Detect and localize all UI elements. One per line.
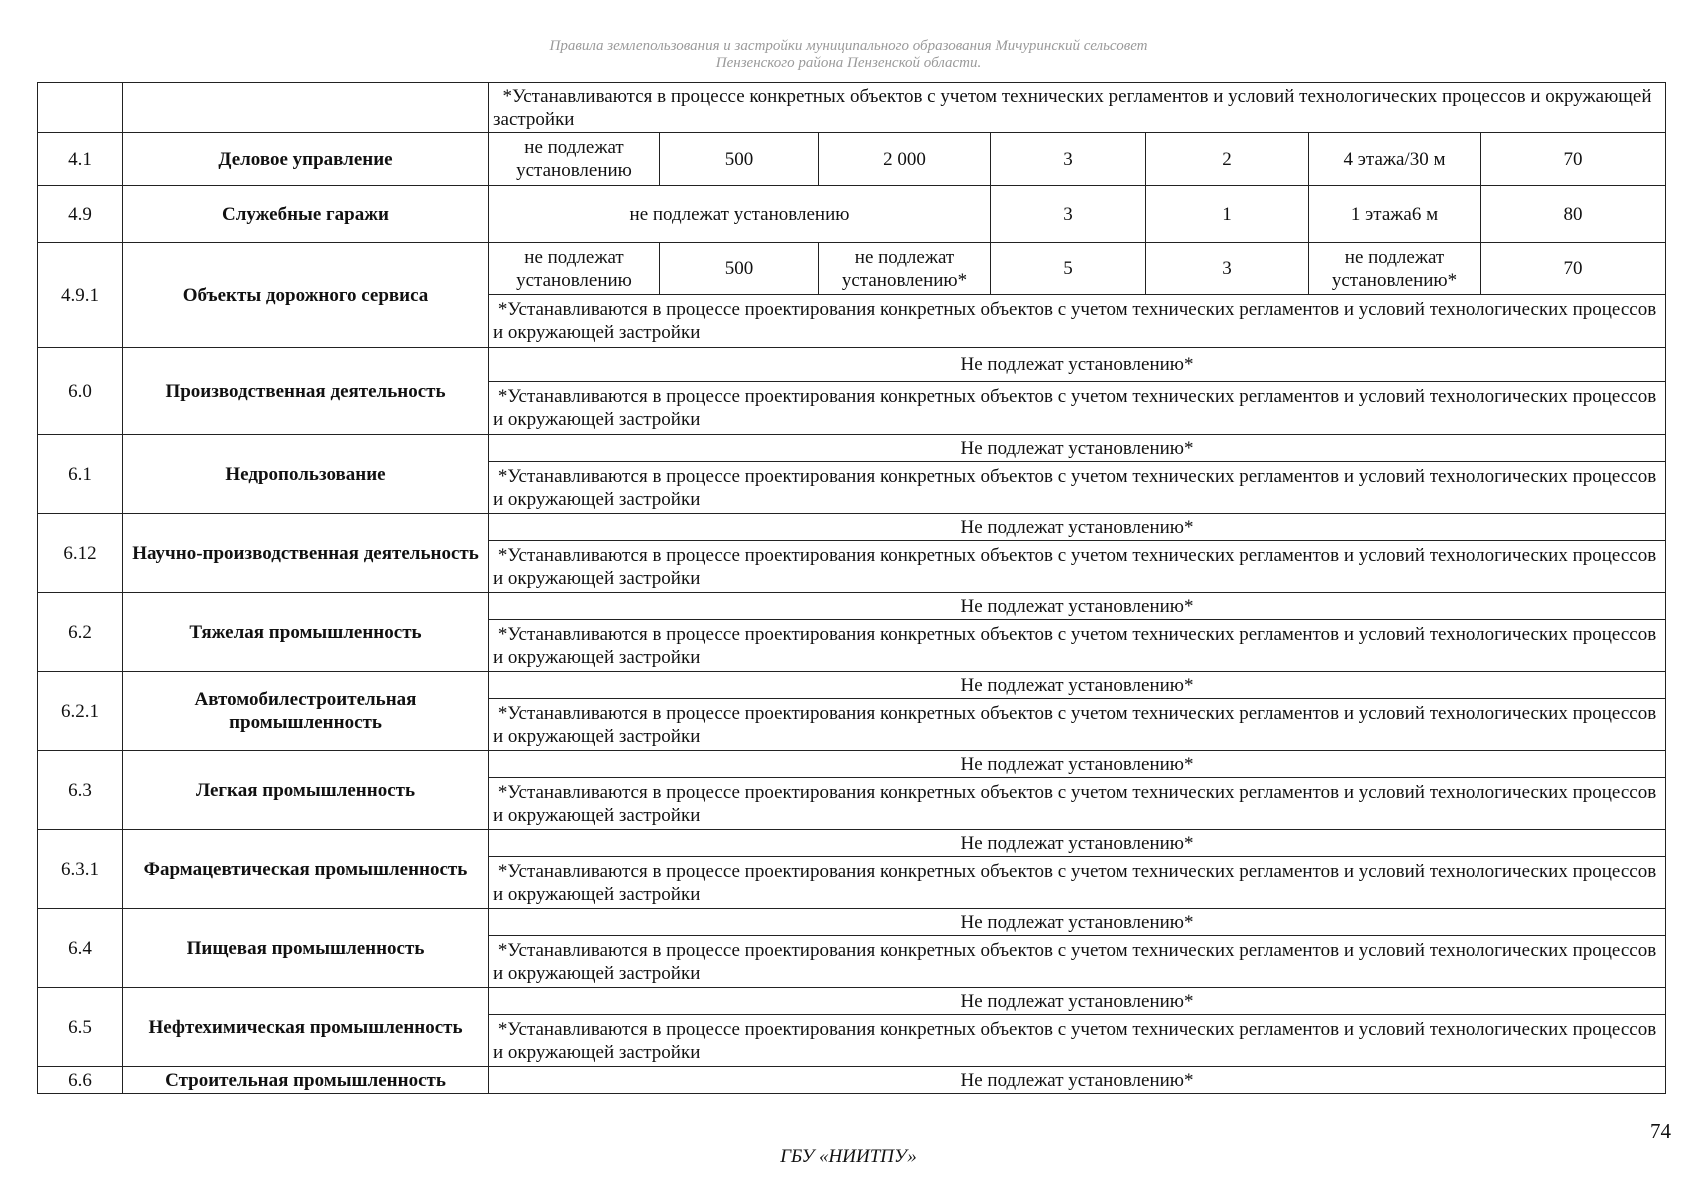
value-cell: 2 (1146, 133, 1309, 186)
value-cell: 5 (991, 243, 1146, 295)
header-line-2: Пензенского района Пензенской области. (715, 55, 982, 71)
land-use-parameters-table (37, 82, 1666, 1094)
value-cell: не подлежат установлению (489, 133, 660, 186)
not-subject-cell: Не подлежат установлению* (489, 672, 1666, 699)
running-header (0, 38, 1697, 72)
table-row (38, 348, 1666, 382)
not-subject-cell: Не подлежат установлению* (489, 988, 1666, 1015)
page-number: 74 (1650, 1119, 1671, 1143)
table-row (38, 909, 1666, 936)
not-subject-cell: Не подлежат установлению* (489, 435, 1666, 462)
not-subject-cell: Не подлежат установлению* (489, 1067, 1666, 1094)
not-subject-cell: Не подлежат установлению* (489, 593, 1666, 620)
note-cell: *Устанавливаются в процессе проектирования конкретных объектов с учетом технических регламентов и условий технологических процессов и окружающей застройки (489, 382, 1666, 435)
code-cell: 4.9.1 (38, 243, 123, 348)
value-cell: 2 000 (819, 133, 991, 186)
name-cell: Производственная деятельность (123, 348, 489, 435)
note-cell: *Устанавливаются в процессе проектирования конкретных объектов с учетом технических регламентов и условий технологических процессов и окружающей застройки (489, 541, 1666, 593)
name-cell: Служебные гаражи (123, 186, 489, 243)
value-cell: не подлежат установлению (489, 243, 660, 295)
table-row (38, 186, 1666, 243)
table-row (38, 988, 1666, 1015)
table-row (38, 514, 1666, 541)
name-cell: Строительная промышленность (123, 1067, 489, 1094)
table-row (38, 672, 1666, 699)
name-cell (123, 83, 489, 133)
name-cell: Нефтехимическая промышленность (123, 988, 489, 1067)
name-cell: Тяжелая промышленность (123, 593, 489, 672)
table-row (38, 435, 1666, 462)
not-subject-cell: Не подлежат установлению* (489, 348, 1666, 382)
code-cell: 6.5 (38, 988, 123, 1067)
value-cell: 4 этажа/30 м (1309, 133, 1481, 186)
name-cell: Объекты дорожного сервиса (123, 243, 489, 348)
value-cell: не подлежат установлению* (819, 243, 991, 295)
code-cell: 6.0 (38, 348, 123, 435)
code-cell: 6.6 (38, 1067, 123, 1094)
note-cell: *Устанавливаются в процессе проектирования конкретных объектов с учетом технических регламентов и условий технологических процессов и окружающей застройки (489, 699, 1666, 751)
name-cell: Легкая промышленность (123, 751, 489, 830)
note-cell: *Устанавливаются в процессе проектирования конкретных объектов с учетом технических регламентов и условий технологических процессов и окружающей застройки (489, 857, 1666, 909)
code-cell: 6.2.1 (38, 672, 123, 751)
value-cell: 80 (1481, 186, 1666, 243)
code-cell: 4.1 (38, 133, 123, 186)
note-cell: *Устанавливаются в процессе проектирования конкретных объектов с учетом технических регламентов и условий технологических процессов и окружающей застройки (489, 778, 1666, 830)
table-row (38, 751, 1666, 778)
name-cell: Пищевая промышленность (123, 909, 489, 988)
code-cell: 4.9 (38, 186, 123, 243)
footer-organization: ГБУ «НИИТПУ» (780, 1146, 917, 1167)
not-subject-cell: Не подлежат установлению* (489, 751, 1666, 778)
value-cell: 70 (1481, 133, 1666, 186)
code-cell: 6.3 (38, 751, 123, 830)
value-cell: 500 (660, 133, 819, 186)
value-cell: 1 (1146, 186, 1309, 243)
code-cell (38, 83, 123, 133)
table-row (38, 83, 1666, 133)
name-cell: Фармацевтическая промышленность (123, 830, 489, 909)
name-cell: Научно-производственная деятельность (123, 514, 489, 593)
table-row (38, 243, 1666, 295)
note-cell: *Устанавливаются в процессе проектирования конкретных объектов с учетом технических регламентов и условий технологических процессов и окружающей застройки (489, 936, 1666, 988)
note-cell: *Устанавливаются в процессе конкретных объектов с учетом технических регламентов и условий технологических процессов и окружающей застройки (489, 83, 1666, 133)
code-cell: 6.4 (38, 909, 123, 988)
name-cell: Деловое управление (123, 133, 489, 186)
code-cell: 6.2 (38, 593, 123, 672)
value-cell: 3 (1146, 243, 1309, 295)
value-cell: 500 (660, 243, 819, 295)
table-row (38, 593, 1666, 620)
name-cell: Автомобилестроительная промышленность (123, 672, 489, 751)
value-cell: 70 (1481, 243, 1666, 295)
code-cell: 6.3.1 (38, 830, 123, 909)
name-cell: Недропользование (123, 435, 489, 514)
note-cell: *Устанавливаются в процессе проектирования конкретных объектов с учетом технических регламентов и условий технологических процессов и окружающей застройки (489, 620, 1666, 672)
value-cell: 3 (991, 186, 1146, 243)
value-cell: не подлежат установлению* (1309, 243, 1481, 295)
code-cell: 6.12 (38, 514, 123, 593)
not-subject-cell: Не подлежат установлению* (489, 909, 1666, 936)
not-subject-cell: Не подлежат установлению* (489, 830, 1666, 857)
code-cell: 6.1 (38, 435, 123, 514)
not-subject-cell: Не подлежат установлению* (489, 514, 1666, 541)
note-cell: *Устанавливаются в процессе проектирования конкретных объектов с учетом технических регламентов и условий технологических процессов и окружающей застройки (489, 462, 1666, 514)
note-cell: *Устанавливаются в процессе проектирования конкретных объектов с учетом технических регламентов и условий технологических процессов и окружающей застройки (489, 295, 1666, 348)
value-cell: 3 (991, 133, 1146, 186)
table-row (38, 830, 1666, 857)
note-cell: *Устанавливаются в процессе проектирования конкретных объектов с учетом технических регламентов и условий технологических процессов и окружающей застройки (489, 1015, 1666, 1067)
table-row (38, 133, 1666, 186)
table-row (38, 1067, 1666, 1094)
value-cell: 1 этажа6 м (1309, 186, 1481, 243)
header-line-1: Правила землепользования и застройки муниципального образования Мичуринский сельсовет (549, 38, 1148, 54)
value-cell: не подлежат установлению (489, 186, 991, 243)
